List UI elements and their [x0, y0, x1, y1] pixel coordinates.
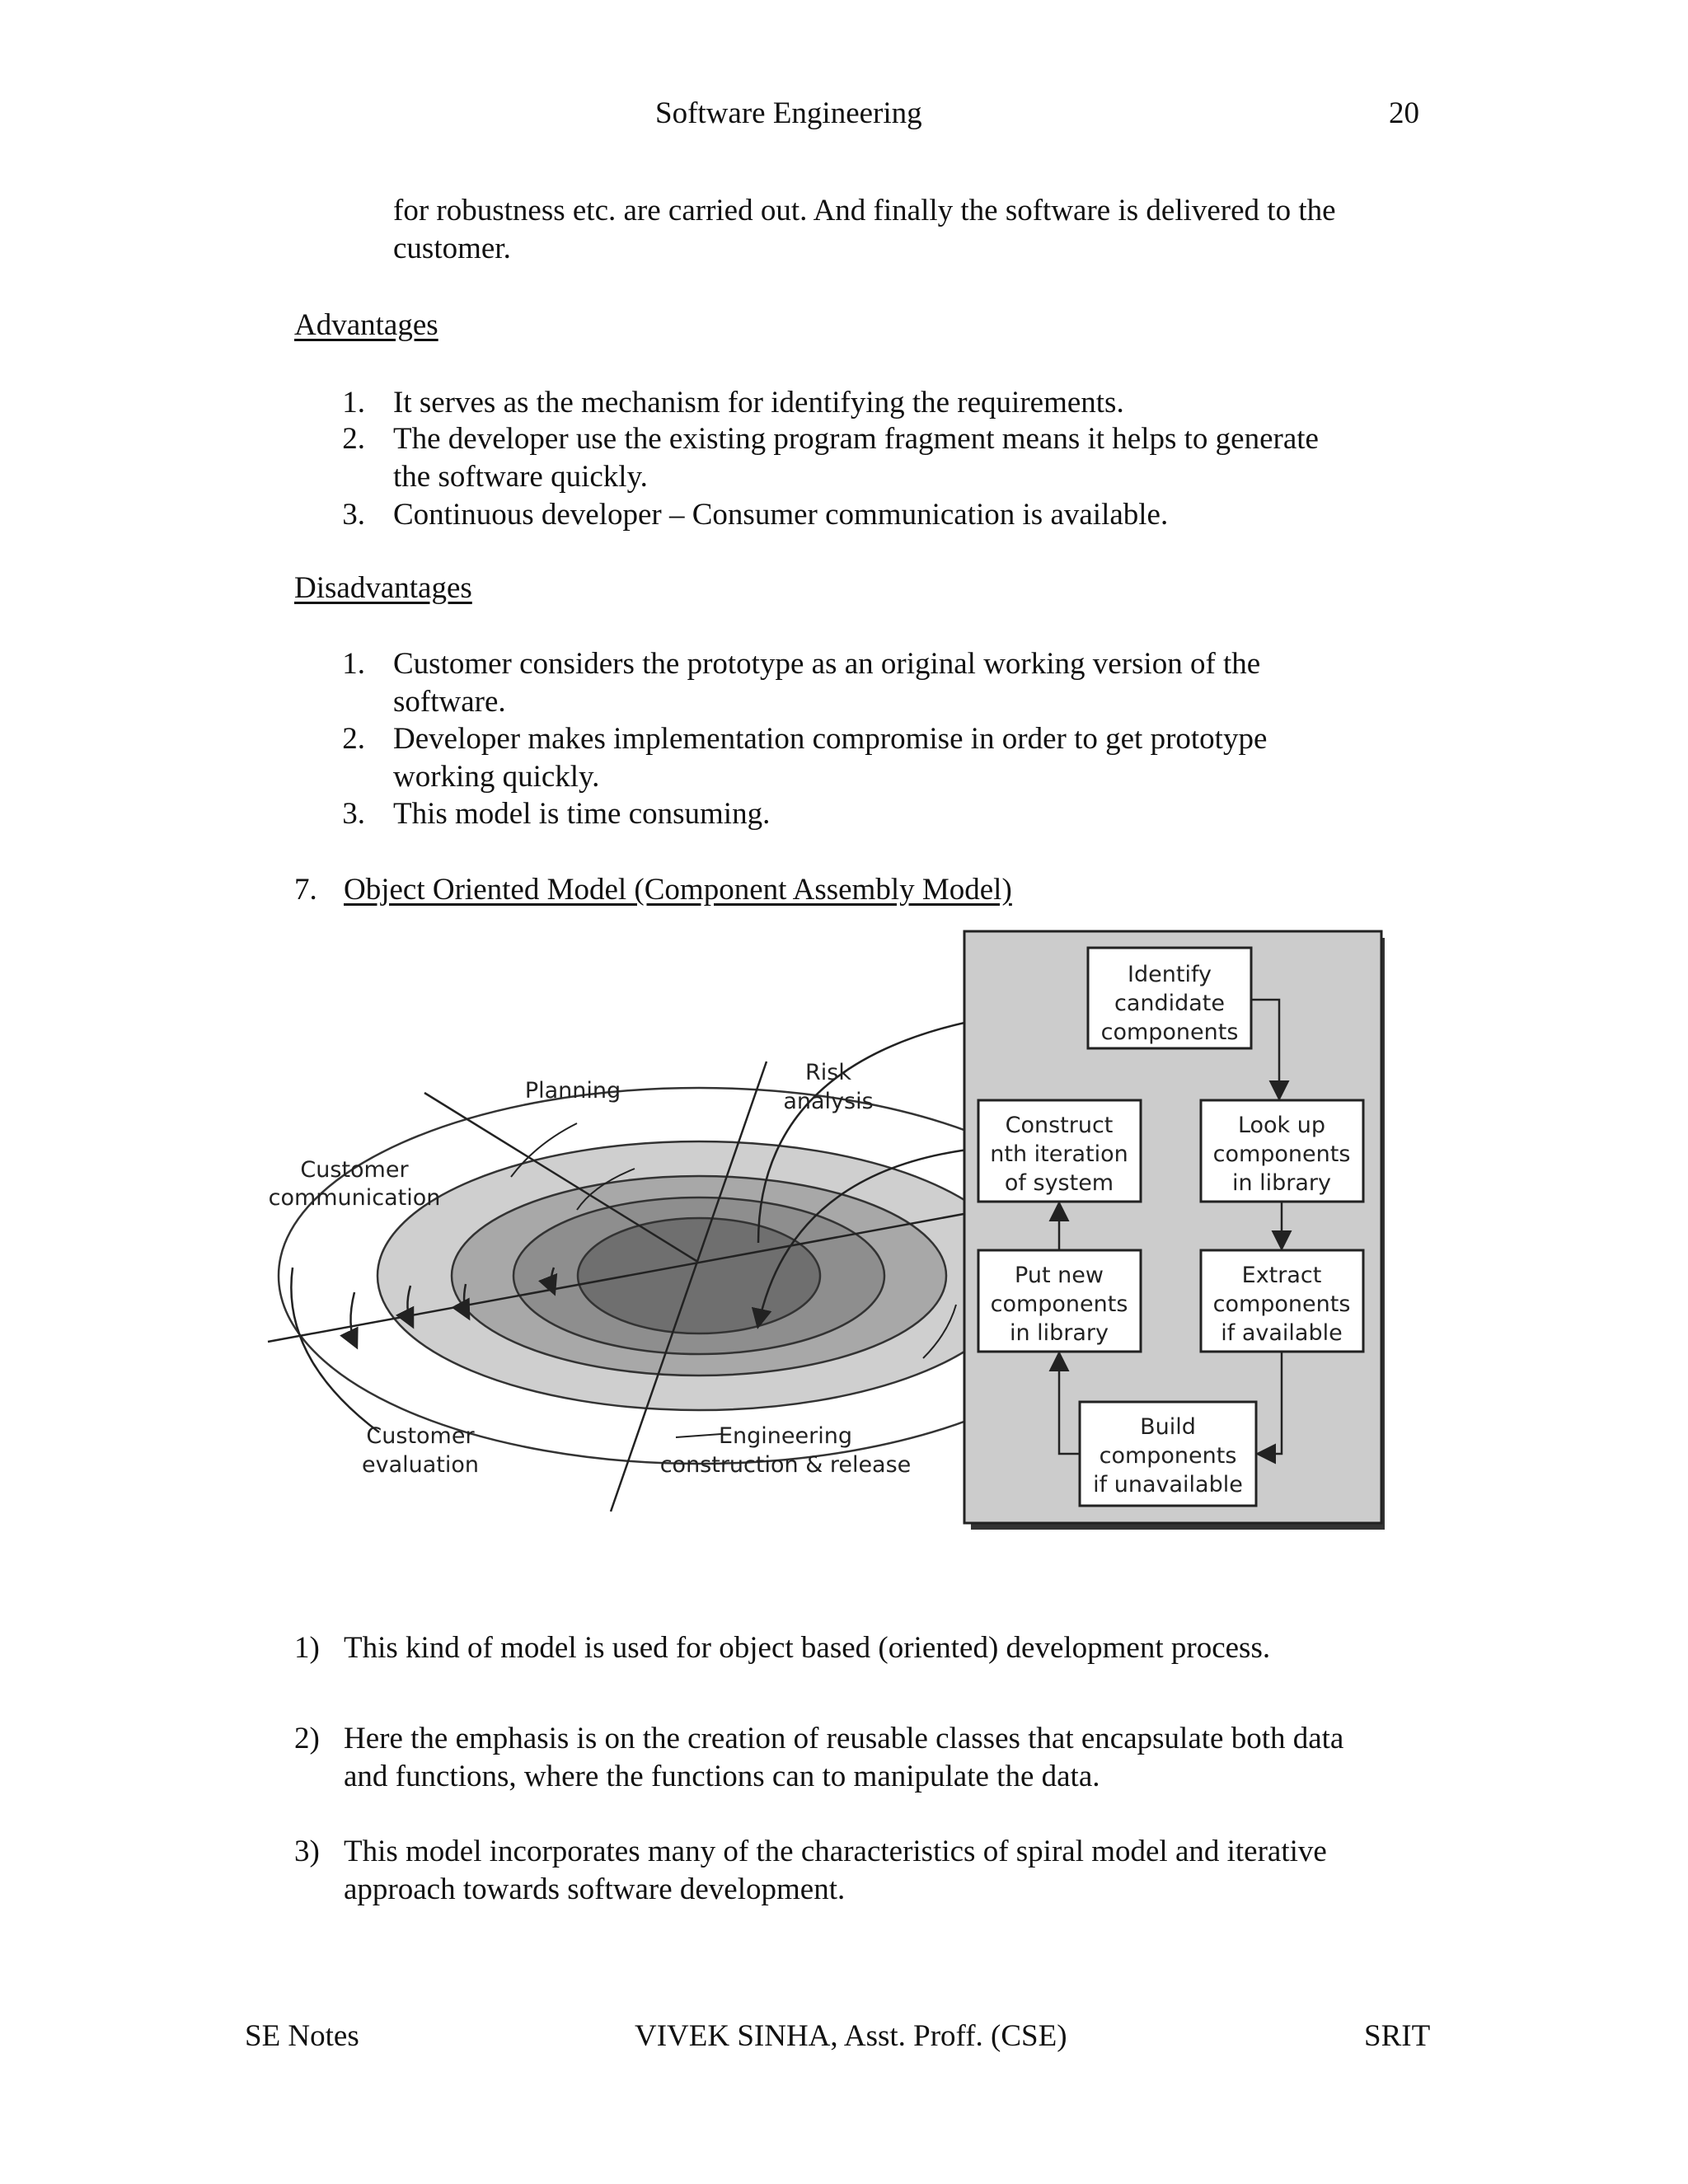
page-number: 20 [1389, 96, 1419, 130]
point-text-continued: approach towards software development. [344, 1872, 846, 1906]
label-cc-text: communication [268, 1185, 441, 1211]
svg-text:if available: if available [1221, 1320, 1343, 1346]
component-assembly-diagram [264, 930, 1385, 1540]
point-text: This model incorporates many of the characteristics of spiral model and iterative [344, 1835, 1327, 1868]
label-ce-text: evaluation [361, 1452, 480, 1478]
list-item: Customer considers the prototype as an original working version of the [393, 647, 1261, 681]
svg-text:Identify: Identify [1128, 962, 1212, 987]
footer-right: SRIT [1364, 2019, 1431, 2053]
footer-left: SE Notes [245, 2019, 359, 2053]
label-ce-text: Customer [366, 1423, 475, 1449]
box-extract-components [1201, 1250, 1363, 1352]
list-item: This model is time consuming. [393, 797, 771, 831]
list-number: 2. [342, 422, 365, 456]
svg-text:Construct: Construct [1005, 1113, 1114, 1138]
list-number: 3. [342, 498, 365, 532]
spiral-arc [291, 1268, 379, 1432]
svg-text:Put new: Put new [1015, 1263, 1104, 1288]
point-text: This kind of model is used for object based (oriented) development process. [344, 1631, 1271, 1665]
label-customer-evaluation [362, 1423, 479, 1478]
list-item: It serves as the mechanism for identifying the requirements. [393, 386, 1124, 419]
list-number: 3. [342, 797, 365, 831]
svg-text:Look up: Look up [1237, 1113, 1326, 1138]
svg-text:nth iteration: nth iteration [990, 1141, 1128, 1167]
point-number: 2) [294, 1722, 320, 1755]
intro-line: customer. [393, 232, 511, 265]
box-construct-nth-iteration [978, 1100, 1141, 1202]
box-put-new-components [978, 1250, 1141, 1352]
list-item-continued: the software quickly. [393, 460, 648, 494]
spiral-ring-inner [578, 1218, 820, 1333]
svg-text:components: components [990, 1291, 1128, 1317]
label-eng-text: Engineering [719, 1423, 852, 1449]
svg-text:components: components [1212, 1141, 1351, 1167]
footer-center: VIVEK SINHA, Asst. Proff. (CSE) [635, 2019, 1067, 2053]
svg-text:components: components [1100, 1019, 1239, 1045]
list-item: Developer makes implementation compromise in order to get prototype [393, 722, 1268, 756]
list-item: Continuous developer – Consumer communication is available. [393, 498, 1169, 532]
label-risk-text: analysis [783, 1089, 874, 1114]
list-number: 1. [342, 386, 365, 419]
label-customer-communication [269, 1157, 441, 1211]
label-eng-text: construction & release [659, 1452, 912, 1478]
intro-line: for robustness etc. are carried out. And finally the software is delivered to the [393, 194, 1336, 227]
label-cc-text: Customer [300, 1157, 409, 1183]
disadvantages-heading: Disadvantages [294, 571, 472, 605]
svg-text:Extract: Extract [1241, 1263, 1322, 1288]
label-planning-text: Planning [524, 1078, 621, 1104]
point-number: 1) [294, 1631, 320, 1665]
svg-text:Build: Build [1140, 1414, 1196, 1440]
svg-text:components: components [1099, 1443, 1237, 1469]
point-text: Here the emphasis is on the creation of reusable classes that encapsulate both data [344, 1722, 1344, 1755]
section-number: 7. [294, 873, 317, 907]
page-header-title: Software Engineering [655, 96, 922, 130]
list-number: 2. [342, 722, 365, 756]
svg-text:if unavailable: if unavailable [1093, 1472, 1243, 1497]
label-engineering [660, 1423, 912, 1478]
box-build-components [1080, 1402, 1256, 1506]
box-identify-candidate-components [1088, 948, 1251, 1048]
svg-text:in library: in library [1009, 1320, 1109, 1346]
svg-text:components: components [1212, 1291, 1351, 1317]
svg-text:in library: in library [1231, 1170, 1332, 1196]
list-item-continued: working quickly. [393, 760, 600, 794]
box-look-up-components [1201, 1100, 1363, 1202]
svg-text:of system: of system [1004, 1170, 1114, 1196]
advantages-heading: Advantages [294, 308, 438, 342]
spiral-arc [350, 1292, 356, 1346]
label-risk-analysis [783, 1060, 873, 1114]
point-number: 3) [294, 1835, 320, 1868]
label-leader [676, 1434, 721, 1437]
label-risk-text: Risk [805, 1060, 851, 1085]
list-number: 1. [342, 647, 365, 681]
point-text-continued: and functions, where the functions can to manipulate the data. [344, 1760, 1100, 1793]
svg-text:candidate: candidate [1114, 991, 1226, 1016]
label-planning [525, 1078, 621, 1104]
section-title: Object Oriented Model (Component Assembly Model) [344, 873, 1012, 907]
list-item: The developer use the existing program fragment means it helps to generate [393, 422, 1319, 456]
list-item-continued: software. [393, 685, 506, 719]
